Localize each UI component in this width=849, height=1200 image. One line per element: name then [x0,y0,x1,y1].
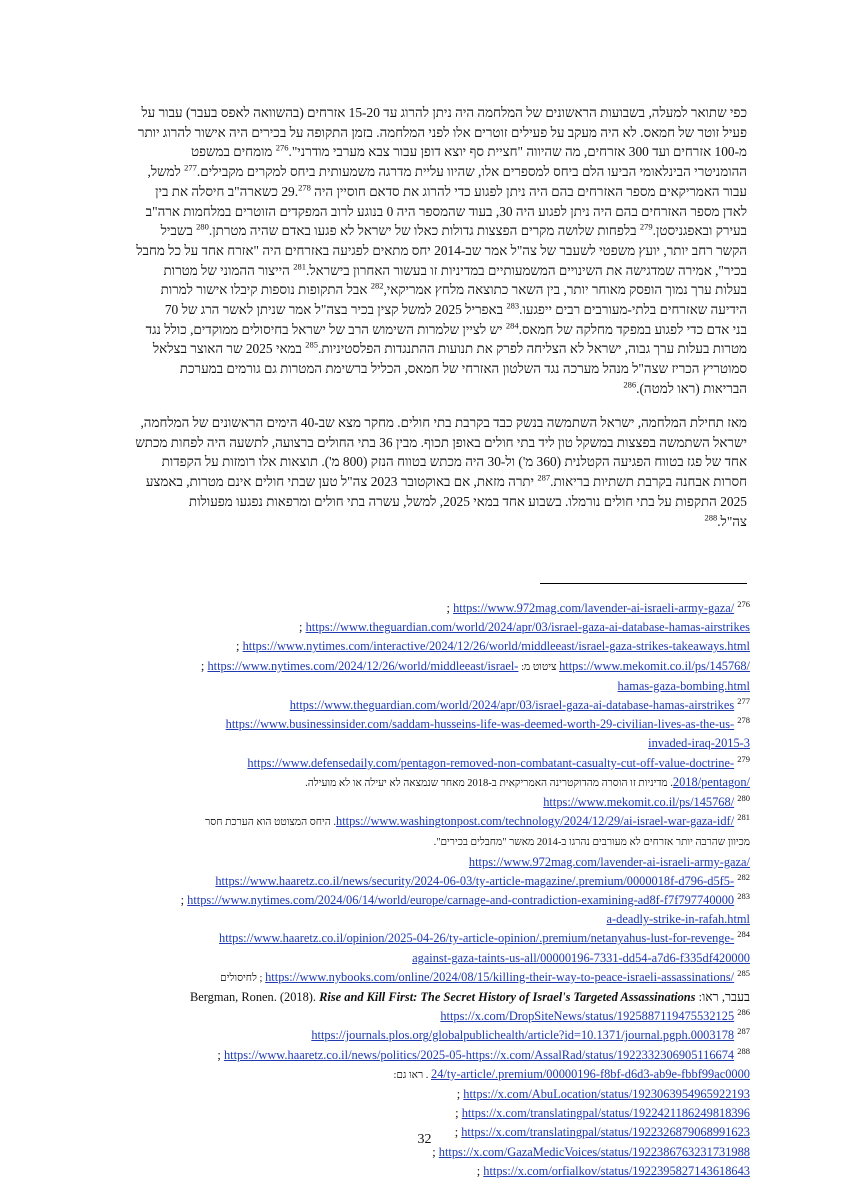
footnote-line [100,891,750,910]
line-text: יתרה מזאת, אם באוקטובר 2023 צה"ל טען שבתי חולים אינם מטרות, באמצע [145,474,538,490]
line-text: תוצאות אלו רומזות על הקפדות [161,454,322,470]
footnote-text: . ראו גם: [393,1069,432,1081]
footnote-ref[interactable]: 283 [506,300,520,311]
line-text: אחד של פגז בטווח הפגיעה הקטלנית (360 מ') ול-30 היה מכתש בטווח הנזק (800 מ'). [321,454,747,470]
text-line [104,452,747,472]
footnote-ref[interactable]: 278 [298,182,311,193]
line-text: באפריל 2025 למשל קצין בכיר בצה"ל אמר שניתן לאשר הרג של 70 [164,302,507,318]
citation-lead: בעבר, ראו: [698,990,750,1005]
line-text: מומחים במשפט [190,144,276,160]
text-line [104,339,747,359]
text-line [104,492,747,512]
footnote-link[interactable]: https://www.theguardian.com/world/2024/apr/03/israel-gaza-ai-database-hamas-airstrikes [305,620,750,635]
footnote-line [100,929,750,948]
footnote-link[interactable]: https://www.mekomit.co.il/ps/145768/ [543,795,735,810]
separator: ; [476,1163,484,1178]
text-line [104,379,747,399]
footnote-line [100,1104,750,1123]
footnote-line [100,637,750,656]
text-line [104,142,747,162]
paragraph-1 [104,103,747,399]
separator: ; [446,601,454,615]
line-text: 2025 התקפות על בתי חולים נורמלו. בשבוע אחד במאי 2025, למשל, עשרה בתי חולים ומרפאות נפגעו מפעולות [188,493,747,509]
line-text: בשביל [160,223,197,239]
citation-title [319,990,695,1004]
footnote-number: 280 [737,793,750,803]
footnote-line [100,910,750,929]
footnote-link[interactable]: https://x.com/translatingpal/status/1922421186249818396 [461,1106,750,1121]
separator: ; [455,1106,462,1121]
footnote-text: ציטוט מ: [518,661,560,673]
footnote-link[interactable]: https://www.nybooks.com/online/2024/08/15/killing-their-way-to-peace-israeli-assassinations/ [265,969,735,984]
footnote-number: 277 [737,696,750,706]
line-text: למשל, [147,164,185,180]
line-text: ישראל השתמשה בפצצות במשקל טון ליד בתי חולים באופן תכוף. מבין 36 בתי החולים ברצועה, לתשעה היה לפחות מכתש [135,434,747,450]
line-text: ההומניטרי הבינלאומי הביעו הלם ביחס למספרים אלו, שהיוו עליית מדרגה משמעותית ביחס למקרים מקבילים. [196,164,747,180]
text-line [104,182,747,202]
text-line [104,472,747,492]
footnote-line [100,812,750,832]
line-text: סמוטריץ הכריז שצה"ל מנהל מערכה נגד השלטון האזרחי של חמאס, הכליל ברשימת המטרות גם גורמים במערכת [179,361,747,377]
line-text: כפי שתואר למעלה, בשבועות הראשונים של המלחמה היה ניתן להרוג עד 15-20 אזרחים (בהשוואה לאפס בעבר) עבור על [141,105,747,120]
footnote-link[interactable]: invaded-iraq-2015-3 [648,736,750,751]
line-text: בכיר", אמירה שמדגישה את השינויים המשמעותיים במדיניות זו בעשור האחרון בישראל. [305,262,747,278]
text-line [104,261,747,281]
separator: ; [217,1047,224,1062]
footnote-ref[interactable]: 288 [704,512,718,523]
text-line [104,359,747,379]
footnote-link[interactable]: https://x.com/DropSiteNews/status/1925887119475532125 [440,1009,735,1024]
line-text: חסרות אבחנה בקרבת תשתיות בריאות. [550,474,747,490]
line-text: יש לציין שלמרות השימוש הרב של ישראל בחיסולים ממוקדים, כולל נגד [145,321,506,337]
separator: ; [200,658,208,673]
footnote-line [100,1065,750,1085]
line-text: כשארה"ב חיסלה את בין [155,183,282,199]
footnote-line [100,1162,750,1181]
footnote-number: 281 [737,812,750,823]
line-text: הבריאות (ראו למטה). [636,380,747,396]
footnote-line [100,832,750,852]
footnote-ref[interactable]: 280 [196,221,209,232]
text-line [104,241,747,261]
footnote-link[interactable]: https://www.washingtonpost.com/technology/2024/12/29/ai-israel-war-gaza-idf/ [336,814,735,829]
footnote-line [100,872,750,891]
footnote-number: 285 [737,967,750,978]
footnote-link[interactable]: https://www.businessinsider.com/saddam-husseins-life-was-deemed-worth-29-civilian-lives-as-the-us- [225,717,735,732]
footnotes [100,599,750,1181]
footnote-line [100,988,750,1007]
footnote-line [100,715,750,734]
footnote-ref[interactable]: 281 [293,261,306,272]
footnote-link[interactable]: https://www.haaretz.co.il/news/security/2024-06-03/ty-article-magazine/.premium/0000018f-d796-d5f5- [215,873,735,888]
footnote-ref[interactable]: 279 [639,221,653,232]
footnote-ref[interactable]: 277 [184,162,197,173]
line-text: מאז תחילת המלחמה, ישראל השתמשה בנשק כבד בקרבת בתי חולים. מחקר מצא שב-40 הימים הראשונים של המלחמה, [140,415,747,430]
citation-title-text: Rise and Kill First: The Secret History of Israel's Targeted Assassinations [319,990,696,1005]
text-line [104,433,747,453]
footnote-line [100,1026,750,1045]
line-text: בעלות ערך נמוך הופסק מאוחר יותר, בין השאר כתוצאה מלחץ אמריקאי, [383,282,747,298]
footnote-line [100,657,750,677]
footnote-line [100,793,750,812]
citation [190,990,696,1004]
line-text: בני אדם כדי לפגוע במפקד מחלקה של חמאס. [518,321,747,337]
line-text: בעירק ובאפגניסטן. [652,223,747,239]
text-line [104,413,747,433]
footnote-line [100,599,750,618]
text-line [104,202,747,222]
footnote-link[interactable]: https://x.com/GazaMedicVoices/status/1922386763231731988 [438,1144,750,1159]
line-text: במאי 2025 שר האוצר בצלאל [152,341,306,357]
footnote-line [100,1085,750,1104]
line-text: פעיל זוטר של חמאס. לא היה מעקב על פעילים זוטרים אלו לפני המלחמה. בזמן התקופה על בכירים היה אישור להרוג יותר [137,124,747,140]
footnote-line [100,1046,750,1065]
footnote-number: 278 [737,715,750,726]
footnote-number: 287 [737,1026,750,1037]
footnote-line [100,754,750,773]
footnote-number: 282 [737,871,750,882]
text-line [104,300,747,320]
footnote-separator [540,583,747,584]
line-text: אבל התקופות נוספות קיבלו אישור למרות [160,282,371,298]
footnote-number: 284 [737,929,750,940]
line-text: צה"ל. [717,513,747,529]
text-line [104,123,747,143]
footnote-ref[interactable]: 276 [275,142,289,153]
footnote-line [100,696,750,715]
paragraph-2 [104,413,747,531]
footnote-link[interactable]: https://www.haaretz.co.il/news/politics/2025-05- [223,1047,466,1062]
footnote-line [100,773,750,793]
footnote-link[interactable]: https://www.haaretz.co.il/opinion/2025-04-26/ty-article-opinion/.premium/netanyahus-lust-for-revenge- [219,931,735,946]
footnote-link[interactable]: https://journals.plos.org/globalpublichealth/article?id=10.1371/journal.pgph.0003178 [311,1028,735,1043]
footnote-ref[interactable]: 282 [370,280,384,291]
footnote-link[interactable]: https://www.theguardian.com/world/2024/apr/03/israel-gaza-ai-database-hamas-airstrikes [289,698,735,713]
footnote-number: 279 [737,753,750,764]
footnote-line [100,677,750,696]
separator: ; [454,1125,462,1140]
text-line [104,162,747,182]
footnote-link[interactable]: a-deadly-strike-in-rafah.html [606,912,750,927]
footnote-link[interactable]: https://x.com/AbuLocation/status/1923063954965922193 [463,1087,750,1102]
separator: ; [432,1144,439,1159]
footnote-line [100,968,750,988]
footnote-link[interactable]: 24/ty-article/.premium/00000196-f8bf-d6d3-ab9e-fbbf99ac0000 [431,1066,750,1081]
footnote-link[interactable]: https://x.com/orfialkov/status/1922395827143618643 [483,1163,750,1178]
footnote-link[interactable]: https://www.nytimes.com/interactive/2024/12/26/world/middleeast/israel-gaza-strikes-takeaways.html [242,639,750,654]
footnote-link[interactable]: ad8f-f7f797740000 [637,893,735,908]
line-text: הידיעה שאזרחים בלתי-מעורבים רבים ייפגעו. [519,302,747,318]
footnote-link[interactable]: hamas-gaza-bombing.html [617,678,750,693]
footnote-line [100,949,750,968]
separator: ; [180,893,188,908]
text-line [104,221,747,241]
footnote-link[interactable]: https://x.com/translatingpal/status/1922326879068991623 [461,1125,750,1140]
footnote-link[interactable]: https://www.972mag.com/lavender-ai-israeli-army-gaza/ [468,854,750,869]
footnote-line [100,1007,750,1026]
separator: ; [456,1087,464,1102]
text-line [104,103,747,123]
footnote-ref[interactable]: 287 [537,472,551,483]
footnote-number: 286 [737,1007,750,1018]
footnote-link[interactable]: https://x.com/AssalRad/status/1922332306905116674 [465,1047,735,1062]
footnote-link[interactable]: https://www.nytimes.com/2024/06/14/world/europe/carnage-and-contradiction-examining- [187,893,638,908]
footnote-text: . מדיניות זו הוסרה מהדוקטרינה האמריקאית ב-2018 מאחר שנמצאה לא יעילה או לא מועילה. [305,777,673,789]
line-text: הייצור ההמוני של מטרות [163,262,294,278]
footnote-ref[interactable]: 284 [505,320,519,331]
footnote-line [100,853,750,872]
line-text: הקשר רחב יותר, יועץ משפטי לשעבר של צה"ל אמר שב-2014 יחס מתאים לפגיעה באזרחים היה "אזרח אחד על כל מחבל [136,242,747,258]
footnote-ref[interactable]: 285 [305,339,318,350]
footnote-ref[interactable]: 286 [623,379,637,390]
text-line [104,320,747,340]
line-text: מטרות בעלות ערך גבוה, ישראל לא הצליחה לפרק את תנועות ההתנגדות הפלסטיניות. [317,341,747,357]
footnote-link[interactable]: https://www.nytimes.com/2024/12/26/world/middleeast/israel- [207,658,519,673]
line-text: בלפחות שלושה מקרים הפצצות גדולות כאלו של ישראל לא פגעו באדם שהיה מטרתן. [208,223,640,239]
footnote-line [100,734,750,753]
footnote-link[interactable]: https://www.972mag.com/lavender-ai-israeli-army-gaza/ [453,601,735,615]
footnote-link[interactable]: https://www.mekomit.co.il/ps/145768/ [559,658,750,673]
separator: ; [236,639,243,654]
footnote-link[interactable]: against-gaza-taints-us-all/00000196-7331-dd54-a7d6-f335df420000 [412,950,750,965]
footnote-text: מכיוון שהרבה יותר אזרחים לא מעורבים נהרגו ב-2014 מאשר "מחבלים בכירים". [433,837,750,849]
footnote-number: 283 [737,891,750,901]
text-line [104,512,747,532]
line-text: מ-100 אזרחים ועד 300 אזרחים, מה שהיווה "חציית סף יוצא דופן עבור צבא מערבי מודרני". [288,144,747,160]
footnote-number: 276 [737,599,750,609]
footnote-text: . היחס המצוטט הוא הערכת חסר [205,817,337,829]
footnote-link[interactable]: 2018/pentagon/ [672,774,750,789]
footnote-link[interactable]: https://www.defensedaily.com/pentagon-removed-non-combatant-casualty-cut-off-value-doctrine- [247,755,735,770]
footnote-number: 288 [737,1045,750,1056]
separator: ; [299,620,306,635]
text-line [104,280,747,300]
footnote-line [100,618,750,637]
line-text: לאדן מספר האזרחים בהם היה ניתן לפגוע היה 30, בעוד שהמספר היה 0 בנוגע לרוב המפקדים הזוטרים במלחמות ארה"ב [145,203,747,219]
citation-author: Bergman, Ronen. (2018). [189,990,317,1005]
line-text: עבור האמריקאים מספר האזרחים בהם היה ניתן לפגוע כדי להרוג את סדאם חוסיין היה 29. [281,183,747,199]
footnote-text: ; לחיסולים [220,972,266,984]
page-number: 32 [417,1132,432,1147]
